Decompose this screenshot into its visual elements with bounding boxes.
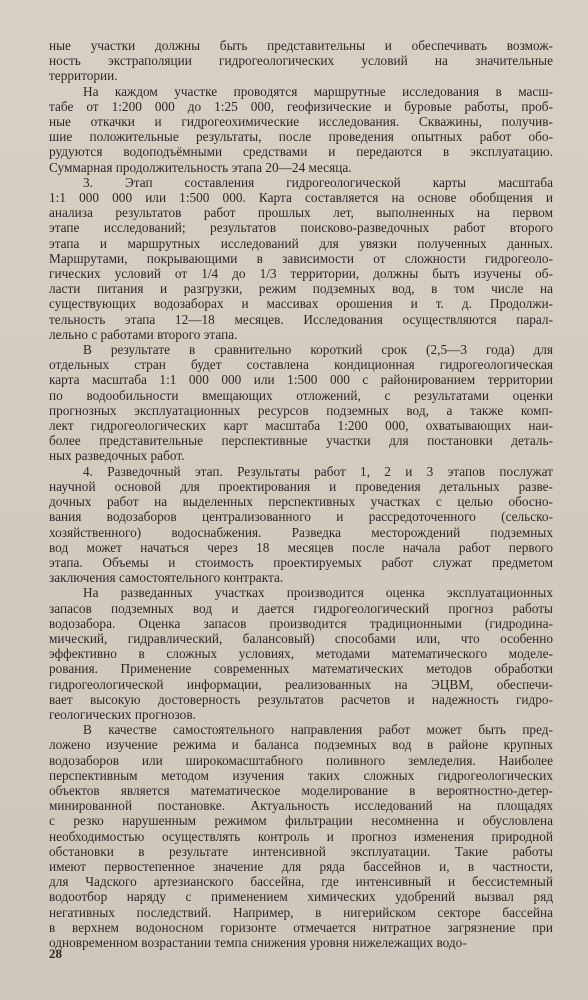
text-line: ные участки должны быть представительны и обеспечивать возмож- — [49, 38, 553, 53]
text-line: по водообильности вмещающих отложений, с результатами оценки — [49, 387, 553, 403]
text-line: заключения самостоятельного контракта. — [49, 570, 284, 586]
page-number: 28 — [49, 946, 62, 961]
body-text — [49, 38, 553, 950]
text-line: анализа результатов работ прошлых лет, выполненных на первом — [49, 205, 553, 221]
text-line: ласти питания и разгрузки, режим подземных вод, в том числе на — [49, 281, 553, 297]
text-line: рования. Применение современных математических методов обработки — [49, 661, 553, 677]
text-line: лект гидрогеологических карт масштаба 1:200 000, охватывающих наи- — [49, 418, 553, 434]
text-line: В результате в сравнительно короткий срок (2,5—3 года) для — [83, 342, 553, 358]
paragraph — [49, 38, 553, 84]
paragraph — [49, 84, 553, 175]
text-line: вания водозаборов централизованного и рассредоточенного (сельско- — [49, 509, 553, 525]
text-line: этапа и маршрутных исследований для увязки полученных данных. — [49, 235, 553, 251]
text-line: ложено изучение режима и баланса подземных вод в районе крупных — [49, 737, 553, 753]
text-line: хозяйственного) водоснабжения. Разведка месторождений подземных — [49, 524, 553, 540]
text-line: геологических прогнозов. — [49, 706, 196, 722]
text-line: объектов является математическое моделирование в вероятностно-детер- — [49, 782, 553, 798]
text-line: в верхнем водоносном горизонте отмечается нитратное загрязнение при — [49, 919, 553, 935]
text-line: научной основой для проектирования и проведения детальных разве- — [49, 478, 553, 494]
text-line: отдельных стран будет составлена кондиционная гидрогеологическая — [49, 357, 553, 373]
text-line: мический, гидравлический, балансовый) способами или, что особенно — [49, 630, 553, 646]
text-line: гических условий от 1/4 до 1/3 территории, должны быть изучены об- — [49, 266, 553, 282]
text-line: На разведанных участках производится оценка эксплуатационных — [83, 585, 553, 601]
text-line: одновременном возрастании темпа снижения уровня нижележащих водо- — [49, 934, 467, 950]
text-line: имеют первостепенное значение для ряда бассейнов и, в частности, — [49, 858, 553, 874]
text-line: табе от 1:200 000 до 1:25 000, геофизические и буровые работы, проб- — [49, 98, 553, 114]
text-line: этапа. Объемы и стоимость проектируемых работ служат предметом — [49, 554, 553, 570]
paragraph — [49, 342, 553, 464]
text-line: Маршрутами, покрывающими в зависимости от сложности гидрогеоло- — [49, 250, 553, 266]
text-line: обстановки в результате интенсивной эксплуатации. Такие работы — [49, 843, 553, 859]
text-line: карта масштаба 1:1 000 000 или 1:500 000 с районированием территории — [49, 372, 553, 388]
text-line: водозаборов или широкомасштабного поливного земледелия. Наиболее — [49, 752, 553, 768]
text-line: лельно с работами второго этапа. — [49, 326, 238, 342]
text-line: На каждом участке проводятся маршрутные исследования в масш- — [83, 83, 553, 99]
text-line: эффективно в сложных условиях, методами математического моделе- — [49, 646, 553, 662]
text-line: ных разведочных работ. — [49, 448, 185, 464]
text-line: перспективным методом изучения таких сложных гидрогеологических — [49, 767, 553, 783]
text-line: водоотбор наряду с применением химических удобрений вызвал ряд — [49, 889, 553, 905]
text-line: существующих водозаборах и массивах орошения и т. д. Продолжи- — [49, 296, 553, 312]
text-line: водозабора. Оценка запасов производится традиционными (гидродина- — [49, 615, 553, 631]
paragraph — [49, 722, 553, 950]
paragraph — [49, 585, 553, 722]
text-line: тельность этапа 12—18 месяцев. Исследования осуществляются парал- — [49, 311, 553, 327]
text-line: В качестве самостоятельного направления работ может быть пред- — [83, 722, 553, 738]
text-line: гидрогеологической информации, реализованных на ЭЦВМ, обеспечи- — [49, 676, 553, 692]
text-line: с резко нарушенным режимом фильтрации несомненна и обусловлена — [49, 813, 553, 829]
text-line: шие положительные результаты, после проведения опытных работ обо- — [49, 129, 553, 145]
text-line: для Чадского артезианского бассейна, где интенсивный и бессистемный — [49, 874, 553, 890]
text-line: минированной постановке. Актуальность исследований на площадях — [49, 798, 553, 814]
text-line: негативных последствий. Например, в нигерийском секторе бассейна — [49, 904, 553, 920]
text-line: ные откачки и гидрогеохимические исследования. Скважины, получив- — [49, 114, 553, 130]
paragraph — [49, 175, 553, 342]
text-line: 4. Разведочный этап. Результаты работ 1, 2 и 3 этапов послужат — [83, 463, 553, 479]
text-line: Суммарная продолжительность этапа 20—24 месяца. — [49, 159, 352, 175]
text-line: этапе исследований; результатов поисково-разведочных работ второго — [49, 220, 553, 236]
text-line: необходимостью осуществлять контроль и прогноз изменения природной — [49, 828, 553, 844]
text-line: прогнозных эксплуатационных ресурсов подземных вод, а также комп- — [49, 402, 553, 418]
text-line: запасов подземных вод и дается гидрогеологический прогноз работы — [49, 600, 553, 616]
text-line: рудуются водоподъёмными средствами и передаются в эксплуатацию. — [49, 144, 553, 160]
paragraph — [49, 464, 553, 586]
text-line: более представительные перспективные участки для постановки деталь- — [49, 433, 553, 449]
text-line: дочных работ на выделенных перспективных участках с целью обосно- — [49, 494, 553, 510]
text-line: территории. — [49, 68, 118, 84]
text-line: вает высокую достоверность результатов расчетов и надежность гидро- — [49, 691, 553, 707]
text-line: вод может начаться через 18 месяцев после начала работ первого — [49, 539, 553, 555]
text-line: ность экстраполяции гидрогеологических условий на значительные — [49, 53, 553, 69]
text-line: 3. Этап составления гидрогеологической карты масштаба — [83, 174, 553, 190]
text-line: 1:1 000 000 или 1:500 000. Карта составляется на основе обобщения и — [49, 190, 553, 206]
